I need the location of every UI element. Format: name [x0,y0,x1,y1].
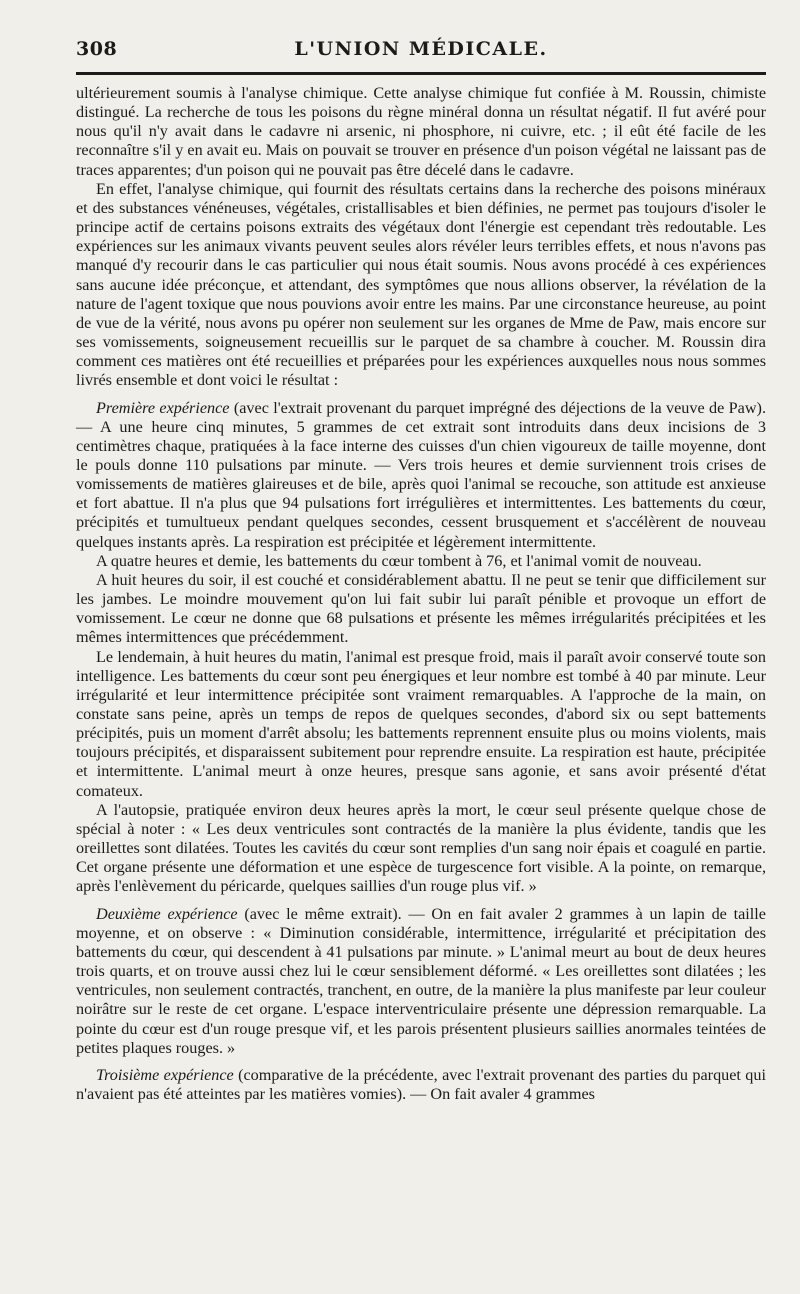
experience-title: Troisième expérience [96,1065,234,1084]
paragraph-experience-3: Troisième expérience (comparative de la précédente, avec l'extrait provenant des parties du parquet qui n'avaient pas été atteintes par les matières vomies). — On fait avaler 4 grammes [76,1065,766,1103]
paragraph: A huit heures du soir, il est couché et considérablement abattu. Il ne peut se tenir que difficilement sur les jambes. Le moindre mouvement qu'on lui fait subir lui paraît pénible et provoque un effort de vomissement. Le cœur ne donne que 68 pulsations et présente les mêmes irrégularités précipitées et les mêmes intermittences que précédemment. [76,570,766,647]
paragraph: ultérieurement soumis à l'analyse chimique. Cette analyse chimique fut confiée à M. Roussin, chimiste distingué. La recherche de tous les poisons du règne minéral donna un résultat négatif. Il fut avéré pour nous qu'il n'y avait dans le cadavre ni arsenic, ni phosphore, ni cuivre, etc. ; il eût été facile de les reconnaître s'il y en avait eu. Mais on pouvait se trouver en présence d'un poison végétal ne laissant pas de traces apparentes; d'un poison qui ne pouvait pas être décelé dans le cadavre. [76,84,766,179]
paragraph: Le lendemain, à huit heures du matin, l'animal est presque froid, mais il paraît avoir conservé toute son intelligence. Les battements du cœur sont peu énergiques et leur nombre est tombé à 40 par minute. Leur irrégularité et leur intermittence précipitée sont vraiment remarquables. A l'approche de la main, on constate sans peine, après un temps de repos de quelques secondes, d'abord six ou sept battements précipités, puis un moment d'arrêt absolu; les battements reprennent ensuite plus ou moins violents, mais toujours précipités, et disparaissent subitement pour reprendre ensuite. La respiration est haute, précipitée et intermittente. L'animal meurt à onze heures, presque sans agonie, et sans avoir présenté d'état comateux. [76,647,766,800]
header-rule [76,72,766,75]
paragraph-experience-1: Première expérience (avec l'extrait provenant du parquet imprégné des déjections de la veuve de Paw). — A une heure cinq minutes, 5 grammes de cet extrait sont introduits dans deux incisions de 3 centimètres chaque, pratiquées à la face interne des cuisses d'un chien vigoureux de taille moyenne, dont le pouls donne 110 pulsations par minute. — Vers trois heures et demie surviennent trois crises de vomissements de matières glaireuses et de bile, après quoi l'animal se recouche, son attitude est anxieuse et fort abattue. Il n'a plus que 94 pulsations fort irrégulières et intermittentes. Les battements du cœur, précipités et tumultueux pendant quelques secondes, cessent brusquement et s'accélèrent de nouveau quelques instants après. La respiration est précipitée et légèrement intermittente. [76,398,766,551]
running-head: L'UNION MÉDICALE. [294,38,548,60]
body-text [76,84,766,1104]
experience-title: Première expérience [96,398,230,417]
page-header [76,34,766,68]
experience-title: Deuxième expérience [96,904,238,923]
paragraph-experience-2: Deuxième expérience (avec le même extrait). — On en fait avaler 2 grammes à un lapin de taille moyenne, et on observe : « Diminution considérable, intermittence, irrégularité et précipitation des battements du cœur, qui descendent à 41 pulsations par minute. » L'animal meurt au bout de deux heures trois quarts, et on trouve aussi chez lui le cœur sensiblement déformé. « Les oreillettes sont dilatées ; les ventricules, non seulement contractés, tranchent, en outre, de la manière la plus manifeste par leur couleur noirâtre sur le reste de cet organe. L'espace interventriculaire présente une dépression remarquable. La pointe du cœur est d'un rouge presque vif, et les parois présentent plusieurs saillies anormales teintées de petites plaques rouges. » [76,904,766,1057]
paragraph: A quatre heures et demie, les battements du cœur tombent à 76, et l'animal vomit de nouveau. [96,551,702,570]
paragraph: A l'autopsie, pratiquée environ deux heures après la mort, le cœur seul présente quelque chose de spécial à noter : « Les deux ventricules sont contractés de la manière la plus évidente, tandis que les oreillettes sont dilatées. Toutes les cavités du cœur sont remplies d'un sang noir épais et coagulé en partie. Cet organe présente une déformation et une espèce de turgescence fort visible. A la pointe, on remarque, après l'enlèvement du péricarde, quelques saillies d'un rouge plus vif. » [76,800,766,896]
page-number: 308 [76,38,118,60]
paragraph: En effet, l'analyse chimique, qui fournit des résultats certains dans la recherche des poisons minéraux et des substances vénéneuses, végétales, cristallisables et bien définies, ne permet pas toujours d'isoler le principe actif de certains poisons extraits des végétaux dont l'énergie est cependant très redoutable. Les expériences sur les animaux vivants peuvent seules alors révéler leurs terribles effets, et nous n'avons pas manqué d'y recourir dans le cas particulier qui nous était soumis. Nous avons procédé à ces expériences sans aucune idée préconçue, et attendant, des symptômes que nous allions observer, la révélation de la nature de l'agent toxique que nous pouvions avoir entre les mains. Par une circonstance heureuse, au point de vue de la vérité, nous avons pu opérer non seulement sur les organes de Mme de Paw, mais encore sur ses vomissements, soigneusement recueillis sur le parquet de sa chambre à coucher. M. Roussin dira comment ces matières ont été recueillies et préparées pour les expériences auxquelles nous nous sommes livrés ensemble et dont voici le résultat : [76,179,766,390]
